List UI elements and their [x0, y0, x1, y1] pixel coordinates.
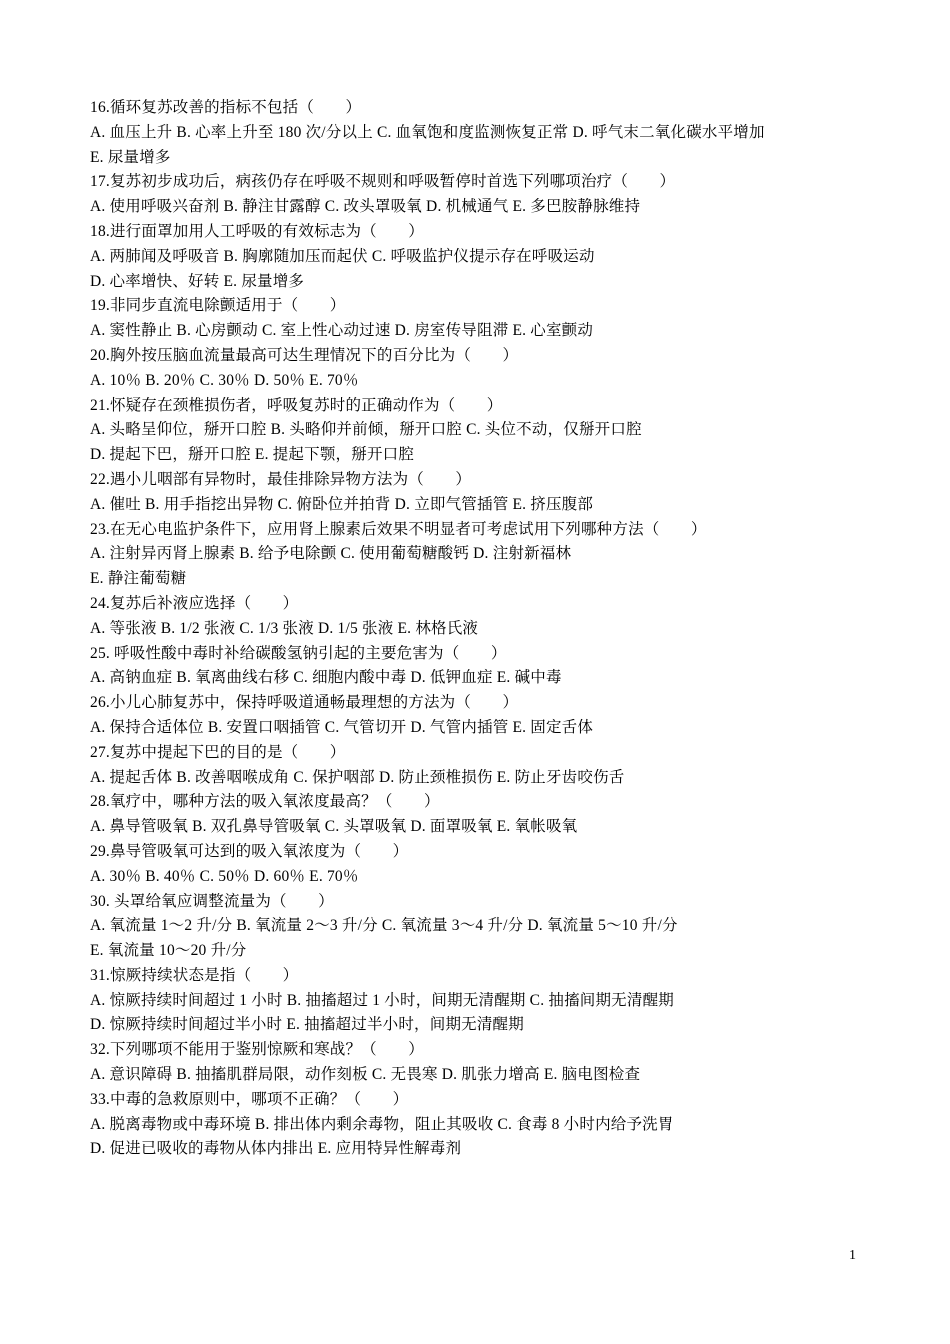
options-16-line-2: E. 尿量增多 [90, 148, 171, 166]
options-20: A. 10％ B. 20％ C. 30％ D. 50％ E. 70％ [90, 371, 359, 389]
question-19: 19.非同步直流电除颤适用于（ ） [90, 297, 346, 315]
options-29: A. 30％ B. 40％ C. 50％ D. 60％ E. 70％ [90, 867, 359, 885]
question-24: 24.复苏后补液应选择（ ） [90, 594, 299, 612]
options-30-line-2: E. 氧流量 10～20 升/分 [90, 942, 247, 960]
question-33: 33.中毒的急救原则中，哪项不正确？（ ） [90, 1090, 409, 1108]
options-30-line-1: A. 氧流量 1～2 升/分 B. 氧流量 2～3 升/分 C. 氧流量 3～4 升/分 D. 氧流量 5～10 升/分 [90, 917, 678, 935]
question-32: 32.下列哪项不能用于鉴别惊厥和寒战？（ ） [90, 1041, 424, 1059]
options-21-line-1: A. 头略呈仰位，掰开口腔 B. 头略仰并前倾，掰开口腔 C. 头位不动，仅掰开口腔 [90, 421, 642, 439]
options-18-line-1: A. 两肺闻及呼吸音 B. 胸廓随加压而起伏 C. 呼吸监护仪提示存在呼吸运动 [90, 247, 595, 265]
options-21-line-2: D. 提起下巴，掰开口腔 E. 提起下颚，掰开口腔 [90, 446, 415, 464]
options-33-line-2: D. 促进已吸收的毒物从体内排出 E. 应用特异性解毒剂 [90, 1140, 462, 1158]
options-31-line-2: D. 惊厥持续时间超过半小时 E. 抽搐超过半小时，间期无清醒期 [90, 1016, 524, 1034]
question-20: 20.胸外按压脑血流量最高可达生理情况下的百分比为（ ） [90, 346, 519, 364]
options-17: A. 使用呼吸兴奋剂 B. 静注甘露醇 C. 改头罩吸氧 D. 机械通气 E. 多巴胺静脉维持 [90, 198, 641, 216]
options-22: A. 催吐 B. 用手指挖出异物 C. 俯卧位并拍背 D. 立即气管插管 E. 挤压腹部 [90, 495, 594, 513]
question-17: 17.复苏初步成功后，病孩仍存在呼吸不规则和呼吸暂停时首选下列哪项治疗（ ） [90, 173, 676, 191]
question-22: 22.遇小儿咽部有异物时，最佳排除异物方法为（ ） [90, 470, 472, 488]
question-29: 29.鼻导管吸氧可达到的吸入氧浓度为（ ） [90, 842, 409, 860]
question-23: 23.在无心电监护条件下，应用肾上腺素后效果不明显者可考虑试用下列哪种方法（ ） [90, 520, 707, 538]
question-21: 21.怀疑存在颈椎损伤者，呼吸复苏时的正确动作为（ ） [90, 396, 503, 414]
options-23-line-2: E. 静注葡萄糖 [90, 570, 187, 588]
options-28: A. 鼻导管吸氧 B. 双孔鼻导管吸氧 C. 头罩吸氧 D. 面罩吸氧 E. 氧帐吸氧 [90, 818, 578, 836]
options-32: A. 意识障碍 B. 抽搐肌群局限，动作刻板 C. 无畏寒 D. 肌张力增高 E. 脑电图检查 [90, 1066, 641, 1084]
options-24: A. 等张液 B. 1/2 张液 C. 1/3 张液 D. 1/5 张液 E. 林格氏液 [90, 619, 479, 637]
page-number: 1 [849, 1248, 856, 1263]
options-33-line-1: A. 脱离毒物或中毒环境 B. 排出体内剩余毒物，阻止其吸收 C. 食毒 8 小时内给予洗胃 [90, 1115, 674, 1133]
options-25: A. 高钠血症 B. 氧离曲线右移 C. 细胞内酸中毒 D. 低钾血症 E. 碱中毒 [90, 669, 562, 687]
question-28: 28.氧疗中，哪种方法的吸入氧浓度最高？（ ） [90, 793, 440, 811]
question-16: 16.循环复苏改善的指标不包括（ ） [90, 99, 362, 116]
question-list [90, 96, 890, 1162]
question-18: 18.进行面罩加用人工呼吸的有效标志为（ ） [90, 222, 424, 240]
options-27: A. 提起舌体 B. 改善咽喉成角 C. 保护咽部 D. 防止颈椎损伤 E. 防止牙齿咬伤舌 [90, 768, 625, 786]
question-26: 26.小儿心肺复苏中，保持呼吸道通畅最理想的方法为（ ） [90, 694, 519, 712]
options-26: A. 保持合适体位 B. 安置口咽插管 C. 气管切开 D. 气管内插管 E. 固定舌体 [90, 718, 594, 736]
question-30: 30. 头罩给氧应调整流量为（ ） [90, 892, 334, 910]
question-25: 25. 呼吸性酸中毒时补给碳酸氢钠引起的主要危害为（ ） [90, 644, 507, 662]
question-27: 27.复苏中提起下巴的目的是（ ） [90, 743, 346, 761]
options-19: A. 窦性静止 B. 心房颤动 C. 室上性心动过速 D. 房室传导阻滞 E. 心室颤动 [90, 322, 594, 340]
options-18-line-2: D. 心率增快、好转 E. 尿量增多 [90, 272, 305, 290]
options-31-line-1: A. 惊厥持续时间超过 1 小时 B. 抽搐超过 1 小时，间期无清醒期 C. 抽搐间期无清醒期 [90, 991, 674, 1009]
question-31: 31.惊厥持续状态是指（ ） [90, 966, 299, 984]
options-23-line-1: A. 注射异丙肾上腺素 B. 给予电除颤 C. 使用葡萄糖酸钙 D. 注射新福林 [90, 545, 572, 563]
options-16-line-1: A. 血压上升 B. 心率上升至 180 次/分以上 C. 血氧饱和度监测恢复正常 D. 呼气末二氧化碳水平增加 [90, 123, 765, 141]
